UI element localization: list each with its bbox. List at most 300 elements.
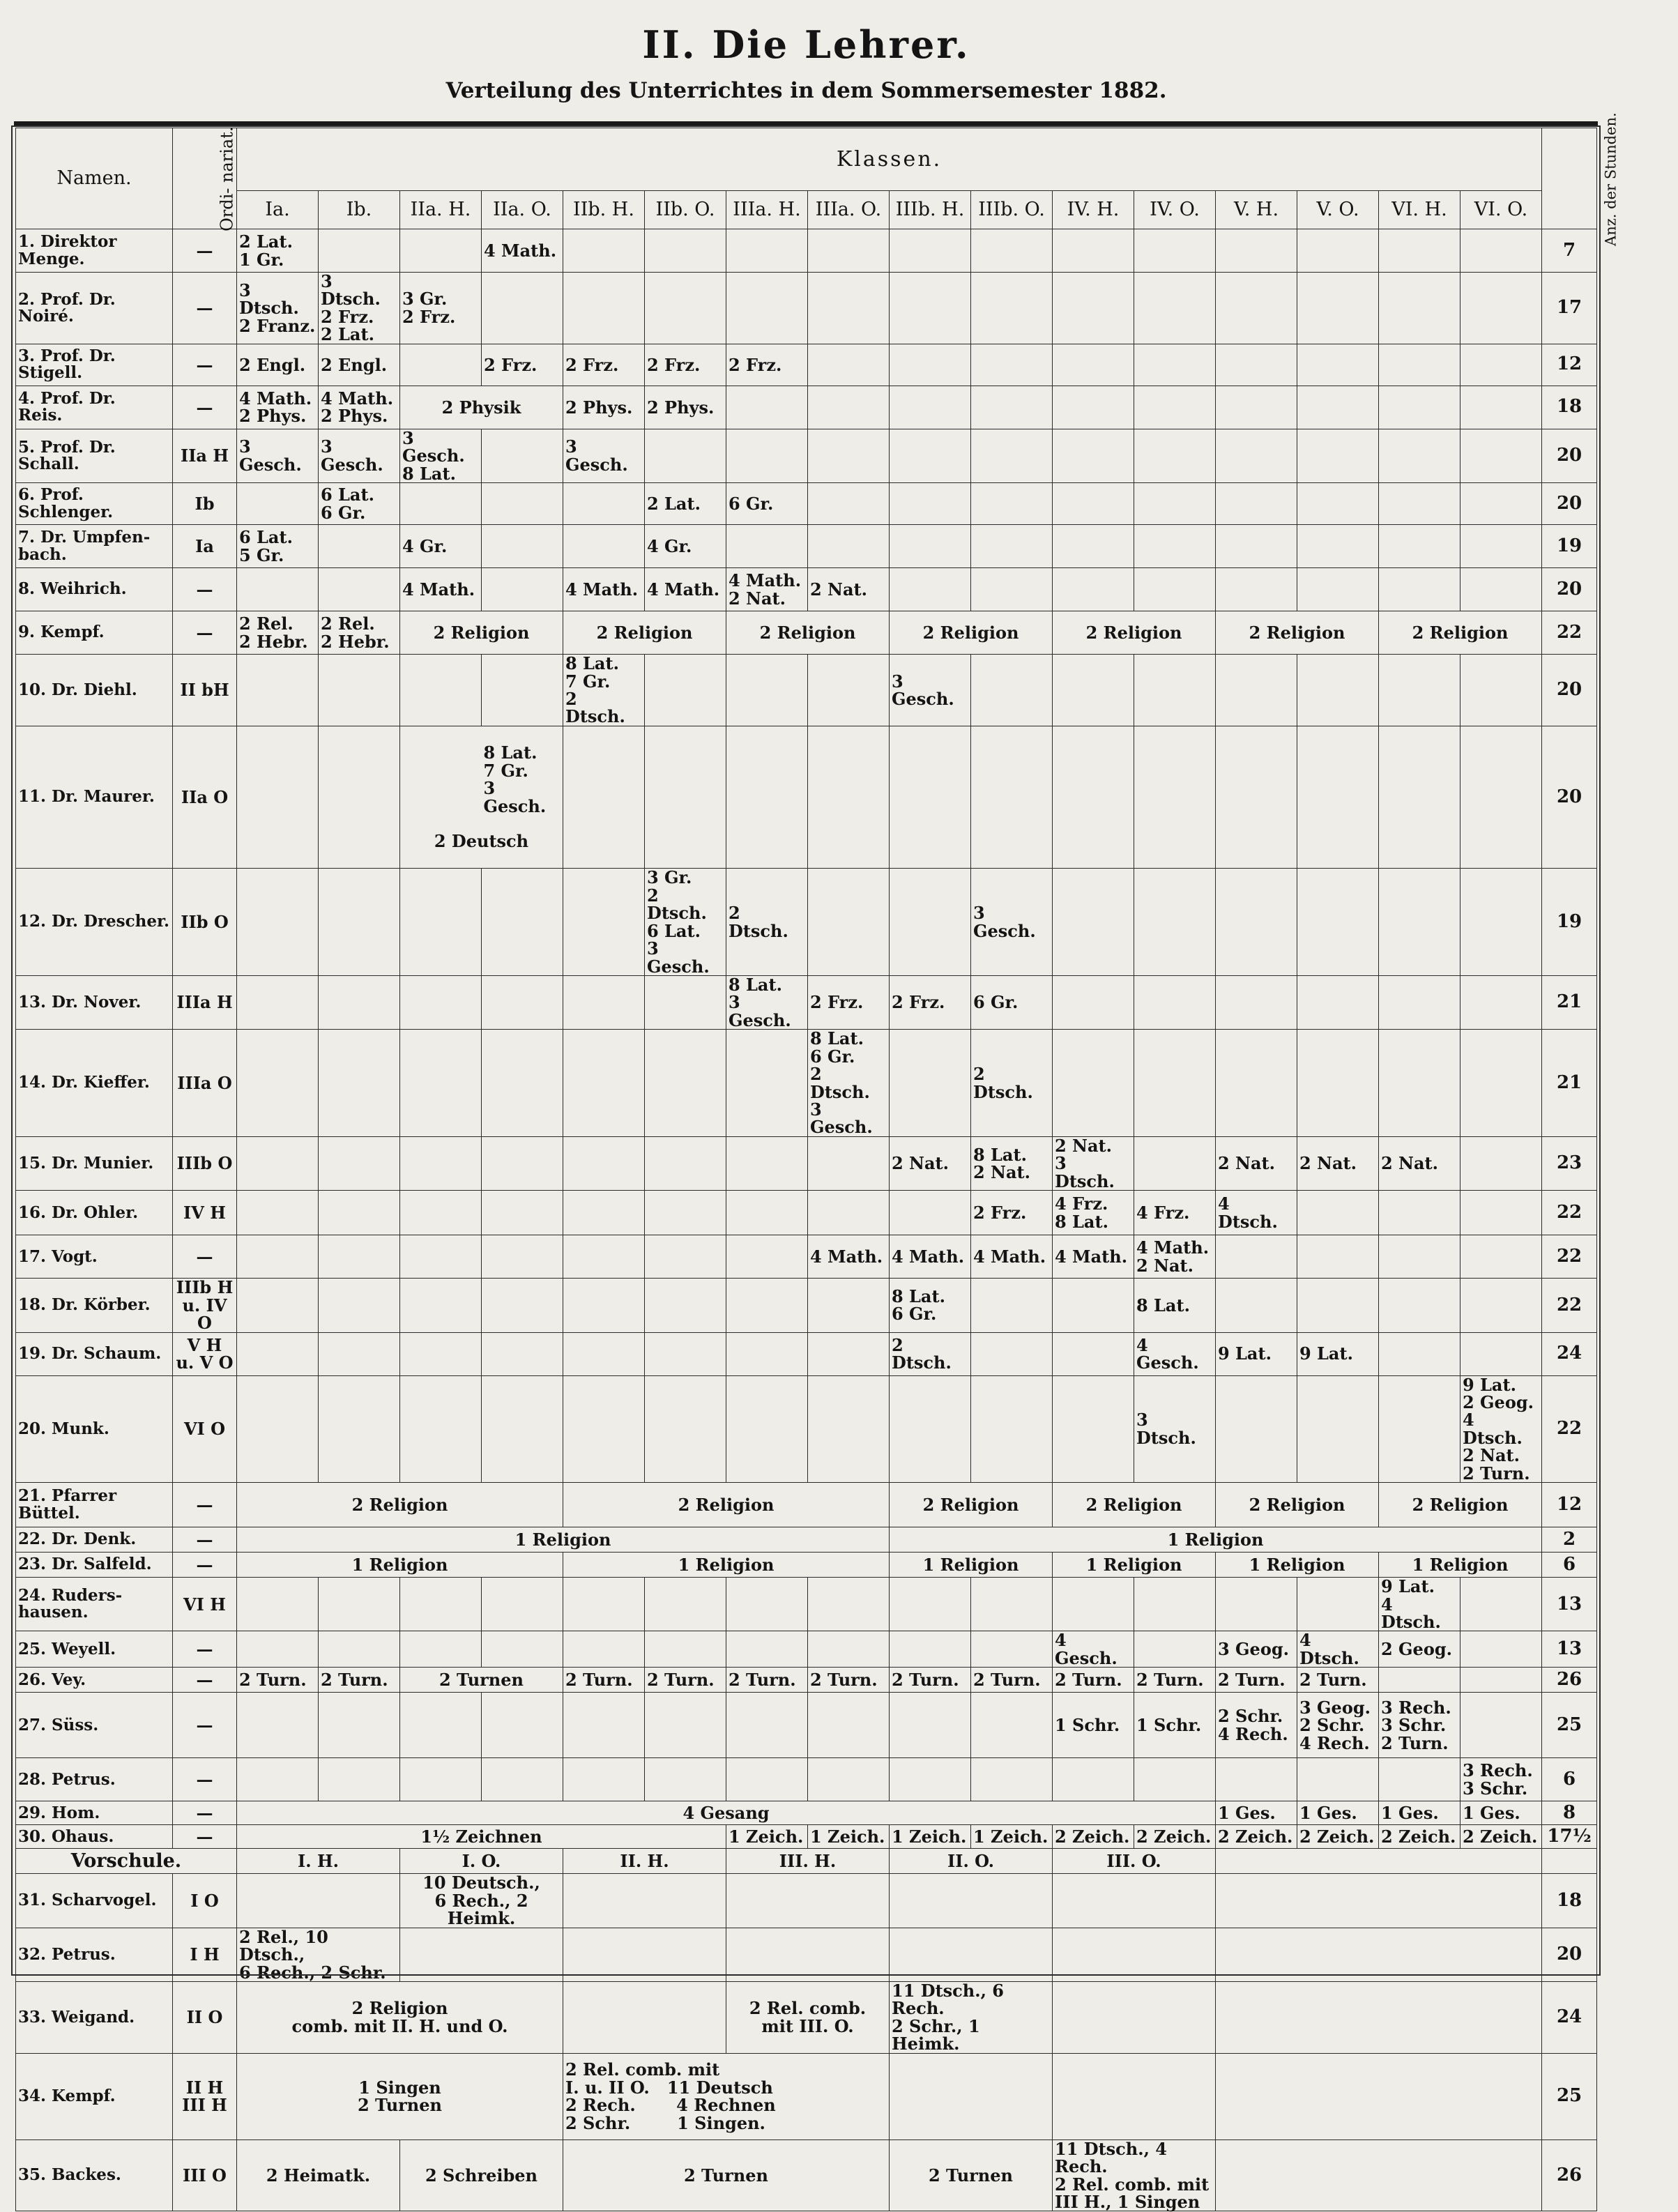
teacher-name: 32. Petrus. — [16, 1928, 173, 1981]
teacher-name: 29. Hom. — [16, 1801, 173, 1825]
lesson-cell: 2 Turn. — [319, 1668, 400, 1693]
class-header: IIIb. H. — [890, 191, 971, 229]
hours-count: 20 — [1542, 483, 1597, 525]
lesson-cell: 4 Frz. — [1134, 1191, 1216, 1235]
ordinariat: II bH — [173, 655, 237, 726]
ordinariat: — — [173, 1483, 237, 1527]
hours-count: 20 — [1542, 429, 1597, 482]
teacher-name: 13. Dr. Nover. — [16, 975, 173, 1029]
ordinariat: IIa O — [173, 726, 237, 869]
lesson-cell: 2 Lat. 1 Gr. — [237, 229, 319, 273]
lesson-cell: 3 Gr. 2 Frz. — [400, 273, 482, 344]
lesson-cell: 2 Schr. 4 Rech. — [1216, 1693, 1297, 1758]
table-row — [16, 869, 1597, 976]
class-header: IIb. H. — [563, 191, 645, 229]
teacher-name: 6. Prof. Schlenger. — [16, 483, 173, 525]
lesson-cell: 2 Turn. — [808, 1668, 890, 1693]
lesson-cell: 2 Turn. — [971, 1668, 1053, 1693]
hours-count: 6 — [1542, 1553, 1597, 1578]
lesson-cell: 1 Ges. — [1216, 1801, 1297, 1825]
ordinariat: — — [173, 1527, 237, 1553]
table-row — [16, 1332, 1597, 1375]
vorschule-class-header: II. H. — [563, 1849, 726, 1874]
ordinariat: — — [173, 1668, 237, 1693]
lesson-cell: 2 Turnen — [563, 2139, 890, 2211]
lesson-cell: 2 Turn. — [1053, 1668, 1134, 1693]
lesson-cell: 4 Math. — [482, 229, 563, 273]
lesson-cell: 1 Religion — [563, 1553, 890, 1578]
lesson-cell: 2 Religion — [1053, 1483, 1216, 1527]
class-header: VI. O. — [1460, 191, 1542, 229]
vorschule-class-header: I. H. — [237, 1849, 400, 1874]
ordinariat: — — [173, 386, 237, 429]
teacher-name: 26. Vey. — [16, 1668, 173, 1693]
lesson-cell: 2 Dtsch. — [890, 1332, 971, 1375]
hours-count: 20 — [1542, 655, 1597, 726]
lesson-cell: 8 Lat. 6 Gr. 2 Dtsch. 3 Gesch. — [808, 1030, 890, 1137]
lesson-cell: 2 Nat. 3 Dtsch. — [1053, 1136, 1134, 1190]
hours-count: 22 — [1542, 611, 1597, 655]
ordinariat: V H u. V O — [173, 1332, 237, 1375]
lesson-cell: 3 Dtsch. — [1134, 1375, 1216, 1483]
table-row — [16, 1375, 1597, 1483]
table-row — [16, 1693, 1597, 1758]
vorschule-class-header: II. O. — [890, 1849, 1053, 1874]
lesson-cell: 2 Religion — [563, 611, 726, 655]
hours-count: 19 — [1542, 525, 1597, 568]
class-header: IIa. O. — [482, 191, 563, 229]
ordinariat: — — [173, 229, 237, 273]
lesson-cell: 1 Zeich. — [971, 1825, 1053, 1849]
lesson-cell: 9 Lat. — [1216, 1332, 1297, 1375]
table-row — [16, 1801, 1597, 1825]
lesson-cell: 2 Turnen — [890, 2139, 1053, 2211]
lesson-cell: 1 Religion — [1216, 1553, 1379, 1578]
teacher-name: 31. Scharvogel. — [16, 1874, 173, 1928]
lesson-cell: 6 Lat. 6 Gr. — [319, 483, 400, 525]
lesson-cell: 3 Geog. — [1216, 1631, 1297, 1668]
lesson-cell: 4 Gesch. — [1134, 1332, 1216, 1375]
table-row — [16, 386, 1597, 429]
ordinariat: — — [173, 344, 237, 386]
lesson-cell: 1 Religion — [1379, 1553, 1542, 1578]
lesson-cell: 1 Singen 2 Turnen — [237, 2053, 563, 2139]
table-row — [16, 1279, 1597, 1332]
lesson-cell: 2 Rel. 2 Hebr. — [319, 611, 400, 655]
vorschule-label: Vorschule. — [16, 1849, 237, 1874]
lesson-cell: 8 Lat. — [1134, 1279, 1216, 1332]
lesson-cell: 3 Dtsch. 2 Frz. 2 Lat. — [319, 273, 400, 344]
teacher-name: 2. Prof. Dr. Noiré. — [16, 273, 173, 344]
teacher-name: 8. Weihrich. — [16, 568, 173, 611]
teacher-name: 25. Weyell. — [16, 1631, 173, 1668]
lesson-cell: 4 Gr. — [645, 525, 726, 568]
ordinariat: VI O — [173, 1375, 237, 1483]
ordinariat: I H — [173, 1928, 237, 1981]
lesson-cell: 2 Geog. — [1379, 1631, 1460, 1668]
lesson-cell: 6 Gr. — [726, 483, 808, 525]
lesson-cell: 2 Rel., 10 Dtsch., 6 Rech., 2 Schr. — [237, 1928, 400, 1981]
ordinariat: IIb O — [173, 869, 237, 976]
lesson-cell: 2 Nat. — [1216, 1136, 1297, 1190]
lesson-cell: 1 Zeich. — [808, 1825, 890, 1849]
table-row — [16, 1553, 1597, 1578]
lesson-cell: 4 Math. — [1053, 1235, 1134, 1279]
lesson-cell: 2 Religion — [890, 611, 1053, 655]
teacher-name: 33. Weigand. — [16, 1981, 173, 2053]
teacher-name: 27. Süss. — [16, 1693, 173, 1758]
lesson-cell: 3 Gesch. 8 Lat. — [400, 429, 482, 482]
teacher-name: 15. Dr. Munier. — [16, 1136, 173, 1190]
lesson-cell — [319, 229, 400, 273]
table-row — [16, 655, 1597, 726]
table-row — [16, 1191, 1597, 1235]
table-row — [16, 1631, 1597, 1668]
page-title: II. Die Lehrer. — [642, 22, 970, 67]
hours-count: 23 — [1542, 1136, 1597, 1190]
lesson-cell: 2 Nat. — [1297, 1136, 1379, 1190]
lesson-cell: 1 Religion — [237, 1527, 890, 1553]
lesson-cell: 2 Zeich. — [1460, 1825, 1542, 1849]
table-row — [16, 726, 1597, 869]
table-row — [16, 611, 1597, 655]
lesson-cell: 4 Gesang — [237, 1801, 1216, 1825]
lesson-cell: 11 Dtsch., 6 Rech. 2 Schr., 1 Heimk. — [890, 1981, 1053, 2053]
teacher-name: 9. Kempf. — [16, 611, 173, 655]
hours-count: 13 — [1542, 1631, 1597, 1668]
lesson-cell: 3 Rech. 3 Schr. 2 Turn. — [1379, 1693, 1460, 1758]
class-header: V. H. — [1216, 191, 1297, 229]
hours-count: 22 — [1542, 1375, 1597, 1483]
hours-count: 2 — [1542, 1527, 1597, 1553]
table-row — [16, 1030, 1597, 1137]
teacher-name: 16. Dr. Ohler. — [16, 1191, 173, 1235]
lesson-cell: 2 Phys. — [563, 386, 645, 429]
table-row — [16, 1235, 1597, 1279]
ordinariat: — — [173, 1693, 237, 1758]
ordinariat: — — [173, 1758, 237, 1801]
lesson-cell: 2 Dtsch. — [971, 1030, 1053, 1137]
table-row — [16, 429, 1597, 482]
hours-count: 18 — [1542, 386, 1597, 429]
teacher-distribution-table — [15, 112, 1619, 2212]
teacher-name: 19. Dr. Schaum. — [16, 1332, 173, 1375]
lesson-cell: 3 Gesch. — [971, 869, 1053, 976]
lesson-cell: 4 Math. — [563, 568, 645, 611]
table-row — [16, 1758, 1597, 1801]
table-row — [16, 2139, 1597, 2211]
table-row — [16, 1668, 1597, 1693]
lesson-cell: 1 Religion — [890, 1553, 1053, 1578]
lesson-cell: 1 Religion — [890, 1527, 1542, 1553]
hours-count: 17 — [1542, 273, 1597, 344]
lesson-cell: 2 Religion — [1053, 611, 1216, 655]
lesson-cell: 4 Math. — [400, 568, 482, 611]
lesson-cell: 4 Dtsch. — [1216, 1191, 1297, 1235]
class-header: IIIb. O. — [971, 191, 1053, 229]
table-row — [16, 1483, 1597, 1527]
lesson-cell: 2 Zeich. — [1379, 1825, 1460, 1849]
lesson-cell: 2 Deutsch — [434, 831, 529, 852]
ordinariat: IIIa H — [173, 975, 237, 1029]
lesson-cell: 10 Deutsch., 6 Rech., 2 Heimk. — [400, 1874, 563, 1928]
lesson-cell: 2 Turn. — [1134, 1668, 1216, 1693]
lesson-cell: 3 Rech. 3 Schr. — [1460, 1758, 1542, 1801]
lesson-cell: 2 Turn. — [563, 1668, 645, 1693]
hours-header: Anz. der Stunden. — [1542, 128, 1597, 229]
ordinariat: IIIb H u. IV O — [173, 1279, 237, 1332]
teacher-name: 23. Dr. Salfeld. — [16, 1553, 173, 1578]
hours-count: 25 — [1542, 1693, 1597, 1758]
lesson-cell: 2 Turnen — [400, 1668, 563, 1693]
ordinariat: VI H — [173, 1578, 237, 1631]
ordinariat: IIIb O — [173, 1136, 237, 1190]
lesson-cell: 2 Lat. — [645, 483, 726, 525]
table-row — [16, 568, 1597, 611]
lesson-cell: 2 Religion — [1216, 1483, 1379, 1527]
lesson-cell: 1 Zeich. — [726, 1825, 808, 1849]
lesson-cell: 2 Heimatk. — [237, 2139, 400, 2211]
lesson-cell: 2 Frz. — [563, 344, 645, 386]
lesson-cell: 4 Math. 2 Phys. — [319, 386, 400, 429]
table-row — [16, 2053, 1597, 2139]
ordinariat-header: Ordi- nariat. — [173, 128, 237, 229]
class-header: IIb. O. — [645, 191, 726, 229]
teacher-name: 1. Direktor Menge. — [16, 229, 173, 273]
lesson-cell: 6 Lat. 5 Gr. — [237, 525, 319, 568]
hours-count: 22 — [1542, 1279, 1597, 1332]
teacher-name: 22. Dr. Denk. — [16, 1527, 173, 1553]
table-row — [16, 229, 1597, 273]
lesson-cell: 4 Math. — [808, 1235, 890, 1279]
lesson-cell: 2 Religion — [726, 611, 890, 655]
table-row — [16, 525, 1597, 568]
lesson-cell: 2 Turn. — [237, 1668, 319, 1693]
table-row — [16, 1874, 1597, 1928]
lesson-cell: 2 Frz. — [890, 975, 971, 1029]
lesson-cell: 4 Gesch. — [1053, 1631, 1134, 1668]
teacher-name: 21. Pfarrer Büttel. — [16, 1483, 173, 1527]
lesson-cell: 2 Turn. — [890, 1668, 971, 1693]
ordinariat: — — [173, 1631, 237, 1668]
lesson-cell: 11 Dtsch., 4 Rech. 2 Rel. comb. mit III H., 1 Singen — [1053, 2139, 1216, 2211]
lesson-cell: 2 Frz. — [726, 344, 808, 386]
lesson-cell: 8 Lat. 3 Gesch. — [726, 975, 808, 1029]
table-row — [16, 273, 1597, 344]
lesson-cell: 2 Rel. comb. mit III. O. — [726, 1981, 890, 2053]
lesson-cell: 9 Lat. — [1297, 1332, 1379, 1375]
ordinariat: Ib — [173, 483, 237, 525]
lesson-cell: 1 Schr. — [1134, 1693, 1216, 1758]
table-row — [16, 1578, 1597, 1631]
hours-count: 26 — [1542, 2139, 1597, 2211]
lesson-cell: 4 Frz. 8 Lat. — [1053, 1191, 1134, 1235]
lesson-cell: 1 Ges. — [1460, 1801, 1542, 1825]
teacher-name: 34. Kempf. — [16, 2053, 173, 2139]
page-subtitle: Verteilung des Unterrichtes in dem Sommersemester 1882. — [445, 78, 1167, 103]
ordinariat: I O — [173, 1874, 237, 1928]
lesson-cell: 2 Frz. — [482, 344, 563, 386]
lesson-cell: 2 Religion — [1379, 611, 1542, 655]
lesson-cell: 2 Frz. — [645, 344, 726, 386]
hours-count: 25 — [1542, 2053, 1597, 2139]
lesson-cell: 2 Nat. — [1379, 1136, 1460, 1190]
class-header: IIIa. O. — [808, 191, 890, 229]
class-header: Ib. — [319, 191, 400, 229]
lesson-cell: 4 Math. — [890, 1235, 971, 1279]
hours-count: 20 — [1542, 1928, 1597, 1981]
class-header: V. O. — [1297, 191, 1379, 229]
hours-count: 8 — [1542, 1801, 1597, 1825]
lesson-cell: 4 Dtsch. — [1297, 1631, 1379, 1668]
ordinariat: Ia — [173, 525, 237, 568]
header-rule — [14, 121, 1598, 125]
teacher-name: 3. Prof. Dr. Stigell. — [16, 344, 173, 386]
lesson-cell: 3 Dtsch. 2 Franz. — [237, 273, 319, 344]
teacher-name: 12. Dr. Drescher. — [16, 869, 173, 976]
teacher-name: 30. Ohaus. — [16, 1825, 173, 1849]
lesson-cell: 2 Frz. — [808, 975, 890, 1029]
hours-count: 12 — [1542, 1483, 1597, 1527]
class-header: IV. O. — [1134, 191, 1216, 229]
hours-count: 21 — [1542, 975, 1597, 1029]
class-header: IV. H. — [1053, 191, 1134, 229]
teacher-name: 20. Munk. — [16, 1375, 173, 1483]
lesson-cell: 1½ Zeichnen — [237, 1825, 726, 1849]
table-row — [16, 344, 1597, 386]
lesson-cell: 4 Math. — [645, 568, 726, 611]
table-row — [16, 1928, 1597, 1981]
lesson-cell: 3 Gesch. — [319, 429, 400, 482]
lesson-cell: 8 Lat. 7 Gr. 2 Dtsch. — [563, 655, 645, 726]
teacher-name: 11. Dr. Maurer. — [16, 726, 173, 869]
ordinariat: — — [173, 1235, 237, 1279]
hours-count: 20 — [1542, 726, 1597, 869]
teacher-name: 7. Dr. Umpfen- bach. — [16, 525, 173, 568]
lesson-cell: 8 Lat. 2 Nat. — [971, 1136, 1053, 1190]
lesson-cell: 2 Nat. — [890, 1136, 971, 1190]
lesson-cell: 2 Turn. — [645, 1668, 726, 1693]
lesson-cell: 3 Gesch. — [563, 429, 645, 482]
table-row — [16, 1527, 1597, 1553]
class-header-row — [16, 191, 1597, 229]
table-row — [16, 1825, 1597, 1849]
ordinariat: — — [173, 1825, 237, 1849]
lesson-cell: 9 Lat. 2 Geog. 4 Dtsch. 2 Nat. 2 Turn. — [1460, 1375, 1542, 1483]
teacher-name: 17. Vogt. — [16, 1235, 173, 1279]
lesson-cell: 6 Gr. — [971, 975, 1053, 1029]
lesson-cell — [400, 229, 482, 273]
teacher-name: 28. Petrus. — [16, 1758, 173, 1801]
lesson-cell: 2 Religion — [1379, 1483, 1542, 1527]
lesson-cell: 2 Rel. 2 Hebr. — [237, 611, 319, 655]
ordinariat: — — [173, 1553, 237, 1578]
lesson-cell: 2 Dtsch. — [726, 869, 808, 976]
lesson-cell: 1 Religion — [1053, 1553, 1216, 1578]
hours-count: 19 — [1542, 869, 1597, 976]
teacher-name: 4. Prof. Dr. Reis. — [16, 386, 173, 429]
lesson-cell: 3 Gr. 2 Dtsch. 6 Lat. 3 Gesch. — [645, 869, 726, 976]
names-header: Namen. — [16, 128, 173, 229]
hours-count: 17½ — [1542, 1825, 1597, 1849]
ordinariat: IV H — [173, 1191, 237, 1235]
lesson-cell: 3 Geog. 2 Schr. 4 Rech. — [1297, 1693, 1379, 1758]
hours-count: 26 — [1542, 1668, 1597, 1693]
lesson-cell: 1 Ges. — [1379, 1801, 1460, 1825]
hours-count: 12 — [1542, 344, 1597, 386]
teacher-name: 14. Dr. Kieffer. — [16, 1030, 173, 1137]
lesson-cell: 8 Lat. 6 Gr. — [890, 1279, 971, 1332]
lesson-cell: 1 Ges. — [1297, 1801, 1379, 1825]
vorschule-class-header: I. O. — [400, 1849, 563, 1874]
lesson-cell: 2 Rel. comb. mit I. u. II O. 11 Deutsch 2 Rech. 4 Rechnen 2 Schr. 1 Singen. — [563, 2053, 890, 2139]
vorschule-class-header: III. H. — [726, 1849, 890, 1874]
ordinariat: — — [173, 568, 237, 611]
class-header: VI. H. — [1379, 191, 1460, 229]
lesson-cell: 1 Religion — [237, 1553, 563, 1578]
lesson-cell: 8 Lat. 7 Gr. 3 Gesch. — [483, 742, 547, 816]
lesson-cell: 2 Zeich. — [1134, 1825, 1216, 1849]
table-row — [16, 1981, 1597, 2053]
lesson-cell: 2 Religion — [400, 611, 563, 655]
lesson-cell: 2 Turn. — [1297, 1668, 1379, 1693]
lesson-cell: 2 Turn. — [726, 1668, 808, 1693]
lesson-cell: 2 Religion — [890, 1483, 1053, 1527]
hours-count: 13 — [1542, 1578, 1597, 1631]
lesson-cell: 1 Schr. — [1053, 1693, 1134, 1758]
lesson-cell: 3 Gesch. — [890, 655, 971, 726]
lesson-cell: 2 Schreiben — [400, 2139, 563, 2211]
lesson-cell: 2 Zeich. — [1053, 1825, 1134, 1849]
class-header: IIa. H. — [400, 191, 482, 229]
lesson-cell: 2 Zeich. — [1216, 1825, 1297, 1849]
class-header: IIIa. H. — [726, 191, 808, 229]
hours-count: 24 — [1542, 1981, 1597, 2053]
lesson-cell: 2 Nat. — [808, 568, 890, 611]
ordinariat: IIa H — [173, 429, 237, 482]
klassen-header: Klassen. — [237, 128, 1542, 191]
ordinariat: — — [173, 1801, 237, 1825]
teacher-name: 35. Backes. — [16, 2139, 173, 2211]
hours-count: 24 — [1542, 1332, 1597, 1375]
table-row — [16, 975, 1597, 1029]
lesson-cell: 2 Religion — [237, 1483, 563, 1527]
lesson-cell: 4 Math. 2 Phys. — [237, 386, 319, 429]
hours-count: 6 — [1542, 1758, 1597, 1801]
ordinariat: III O — [173, 2139, 237, 2211]
ordinariat: II O — [173, 1981, 237, 2053]
lesson-cell: 2 Religion — [563, 1483, 890, 1527]
hours-count: 7 — [1542, 229, 1597, 273]
lesson-cell: 2 Zeich. — [1297, 1825, 1379, 1849]
lesson-cell: 2 Religion — [1216, 611, 1379, 655]
lesson-cell: 2 Physik — [400, 386, 563, 429]
ordinariat: — — [173, 611, 237, 655]
teacher-name: 18. Dr. Körber. — [16, 1279, 173, 1332]
lesson-cell: 2 Religion comb. mit II. H. und O. — [237, 1981, 563, 2053]
lesson-cell: 2 Engl. — [319, 344, 400, 386]
lesson-cell: 1 Zeich. — [890, 1825, 971, 1849]
lesson-cell: 4 Math. 2 Nat. — [726, 568, 808, 611]
teacher-name: 10. Dr. Diehl. — [16, 655, 173, 726]
lesson-cell: 2 Engl. — [237, 344, 319, 386]
lesson-cell: 4 Math. — [971, 1235, 1053, 1279]
hours-count: 22 — [1542, 1235, 1597, 1279]
table-row — [16, 483, 1597, 525]
lesson-cell: 9 Lat. 4 Dtsch. — [1379, 1578, 1460, 1631]
lesson-cell: 4 Math. 2 Nat. — [1134, 1235, 1216, 1279]
lesson-cell: 2 Turn. — [1216, 1668, 1297, 1693]
